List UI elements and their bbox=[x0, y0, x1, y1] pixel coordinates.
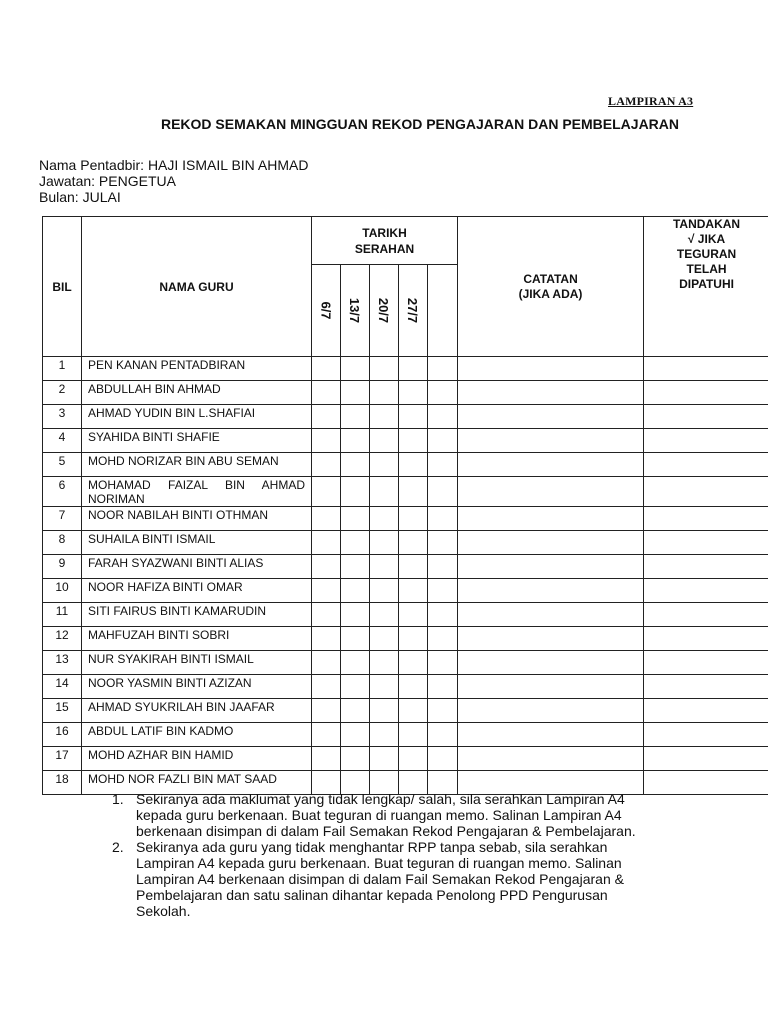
header-catatan-line1: CATATAN bbox=[523, 271, 578, 286]
note-item bbox=[112, 791, 662, 839]
date-check-cell bbox=[399, 627, 428, 651]
date-label: 20/7 bbox=[376, 297, 392, 324]
date-check-cell bbox=[370, 603, 399, 627]
date-check-cell bbox=[312, 627, 341, 651]
tandakan-cell bbox=[644, 507, 768, 531]
note-text: Sekiranya ada maklumat yang tidak lengkap/ salah, sila serahkan Lampiran A4 kepada guru berkenaan. Buat teguran di ruangan memo. Salinan Lampiran A4 berkenaan disimpan di dalam Fail Semakan Rekod Pengajaran & Pembelajaran. bbox=[136, 791, 636, 839]
date-check-cell bbox=[428, 579, 458, 603]
row-bil: 10 bbox=[43, 579, 82, 603]
date-check-cell bbox=[341, 675, 370, 699]
date-column-5 bbox=[428, 265, 458, 357]
date-check-cell bbox=[341, 477, 370, 507]
tandakan-cell bbox=[644, 531, 768, 555]
date-check-cell bbox=[370, 429, 399, 453]
row-nama-guru: SYAHIDA BINTI SHAFIE bbox=[82, 429, 312, 453]
header-nama-guru: NAMA GURU bbox=[82, 217, 312, 357]
date-check-cell bbox=[370, 747, 399, 771]
row-bil: 7 bbox=[43, 507, 82, 531]
catatan-cell bbox=[458, 555, 644, 579]
header-catatan-line2: (JIKA ADA) bbox=[518, 286, 583, 301]
date-check-cell bbox=[399, 531, 428, 555]
date-check-cell bbox=[428, 477, 458, 507]
date-check-cell bbox=[428, 603, 458, 627]
date-label: 13/7 bbox=[347, 297, 363, 324]
date-check-cell bbox=[341, 381, 370, 405]
date-check-cell bbox=[341, 723, 370, 747]
date-check-cell bbox=[428, 627, 458, 651]
date-check-cell bbox=[428, 699, 458, 723]
table-row bbox=[43, 747, 768, 771]
pentadbir-line: Nama Pentadbir: HAJI ISMAIL BIN AHMAD bbox=[39, 157, 309, 173]
row-bil: 8 bbox=[43, 531, 82, 555]
date-check-cell bbox=[399, 651, 428, 675]
table-row bbox=[43, 675, 768, 699]
row-bil: 9 bbox=[43, 555, 82, 579]
tandakan-cell bbox=[644, 429, 768, 453]
row-bil: 17 bbox=[43, 747, 82, 771]
table-row bbox=[43, 477, 768, 507]
date-check-cell bbox=[399, 675, 428, 699]
tandakan-cell bbox=[644, 555, 768, 579]
date-check-cell bbox=[399, 603, 428, 627]
date-check-cell bbox=[312, 675, 341, 699]
date-check-cell bbox=[370, 507, 399, 531]
catatan-cell bbox=[458, 429, 644, 453]
header-tarikh-line2: SERAHAN bbox=[354, 241, 415, 256]
row-nama-guru: NUR SYAKIRAH BINTI ISMAIL bbox=[82, 651, 312, 675]
table-row bbox=[43, 429, 768, 453]
date-check-cell bbox=[428, 723, 458, 747]
table-row bbox=[43, 555, 768, 579]
catatan-cell bbox=[458, 603, 644, 627]
row-bil: 18 bbox=[43, 771, 82, 795]
table-row bbox=[43, 723, 768, 747]
date-check-cell bbox=[399, 723, 428, 747]
date-check-cell bbox=[370, 477, 399, 507]
date-check-cell bbox=[341, 531, 370, 555]
date-check-cell bbox=[399, 453, 428, 477]
row-bil: 15 bbox=[43, 699, 82, 723]
header-bil: BIL bbox=[43, 217, 82, 357]
header-tarikh-line1: TARIKH bbox=[362, 225, 407, 240]
row-bil: 14 bbox=[43, 675, 82, 699]
jawatan-line: Jawatan: PENGETUA bbox=[39, 173, 176, 189]
row-nama-guru: NOOR HAFIZA BINTI OMAR bbox=[82, 579, 312, 603]
catatan-cell bbox=[458, 675, 644, 699]
date-check-cell bbox=[341, 405, 370, 429]
table-row bbox=[43, 381, 768, 405]
catatan-cell bbox=[458, 627, 644, 651]
date-check-cell bbox=[312, 429, 341, 453]
date-check-cell bbox=[341, 507, 370, 531]
bulan-line: Bulan: JULAI bbox=[39, 189, 121, 205]
date-check-cell bbox=[341, 429, 370, 453]
catatan-cell bbox=[458, 381, 644, 405]
header-tandakan bbox=[644, 217, 768, 357]
tandakan-cell bbox=[644, 453, 768, 477]
date-check-cell bbox=[341, 603, 370, 627]
date-check-cell bbox=[370, 555, 399, 579]
row-bil: 3 bbox=[43, 405, 82, 429]
catatan-cell bbox=[458, 405, 644, 429]
date-column-1 bbox=[312, 265, 341, 357]
date-check-cell bbox=[399, 477, 428, 507]
date-check-cell bbox=[399, 699, 428, 723]
catatan-cell bbox=[458, 507, 644, 531]
table-row bbox=[43, 453, 768, 477]
date-column-3 bbox=[370, 265, 399, 357]
date-check-cell bbox=[312, 477, 341, 507]
date-check-cell bbox=[428, 357, 458, 381]
date-check-cell bbox=[399, 579, 428, 603]
date-check-cell bbox=[341, 453, 370, 477]
table-row bbox=[43, 603, 768, 627]
date-check-cell bbox=[399, 747, 428, 771]
tandakan-cell bbox=[644, 651, 768, 675]
table-row bbox=[43, 699, 768, 723]
date-check-cell bbox=[312, 357, 341, 381]
tandakan-cell bbox=[644, 477, 768, 507]
note-item bbox=[112, 839, 662, 919]
row-nama-guru: MAHFUZAH BINTI SOBRI bbox=[82, 627, 312, 651]
tandakan-cell bbox=[644, 771, 768, 795]
date-check-cell bbox=[341, 357, 370, 381]
row-bil: 4 bbox=[43, 429, 82, 453]
date-check-cell bbox=[399, 405, 428, 429]
date-check-cell bbox=[370, 627, 399, 651]
row-bil: 11 bbox=[43, 603, 82, 627]
date-check-cell bbox=[428, 507, 458, 531]
row-nama-guru: MOHD NORIZAR BIN ABU SEMAN bbox=[82, 453, 312, 477]
header-tandakan-line2: √ JIKA bbox=[687, 232, 726, 246]
date-check-cell bbox=[428, 531, 458, 555]
table-row bbox=[43, 507, 768, 531]
catatan-cell bbox=[458, 357, 644, 381]
row-nama-guru: FARAH SYAZWANI BINTI ALIAS bbox=[82, 555, 312, 579]
date-check-cell bbox=[312, 603, 341, 627]
table-row bbox=[43, 651, 768, 675]
header-tandakan-line3: TEGURAN bbox=[676, 247, 737, 261]
note-number: 2. bbox=[112, 839, 124, 855]
date-check-cell bbox=[370, 699, 399, 723]
date-check-cell bbox=[312, 507, 341, 531]
date-check-cell bbox=[428, 651, 458, 675]
date-check-cell bbox=[341, 579, 370, 603]
date-check-cell bbox=[341, 651, 370, 675]
tandakan-cell bbox=[644, 699, 768, 723]
date-check-cell bbox=[428, 453, 458, 477]
tandakan-cell bbox=[644, 603, 768, 627]
date-check-cell bbox=[370, 357, 399, 381]
date-check-cell bbox=[312, 699, 341, 723]
date-column-2 bbox=[341, 265, 370, 357]
tandakan-cell bbox=[644, 675, 768, 699]
table-row bbox=[43, 405, 768, 429]
date-check-cell bbox=[312, 405, 341, 429]
tandakan-cell bbox=[644, 723, 768, 747]
catatan-cell bbox=[458, 723, 644, 747]
date-check-cell bbox=[370, 381, 399, 405]
date-check-cell bbox=[312, 579, 341, 603]
catatan-cell bbox=[458, 579, 644, 603]
catatan-cell bbox=[458, 651, 644, 675]
date-check-cell bbox=[312, 723, 341, 747]
date-check-cell bbox=[428, 675, 458, 699]
table-row bbox=[43, 579, 768, 603]
meta-block bbox=[39, 157, 308, 205]
header-tandakan-line1: TANDAKAN bbox=[672, 217, 741, 231]
header-tandakan-line5: DIPATUHI bbox=[679, 277, 734, 291]
row-nama-guru: NOOR NABILAH BINTI OTHMAN bbox=[82, 507, 312, 531]
date-check-cell bbox=[399, 507, 428, 531]
date-check-cell bbox=[370, 405, 399, 429]
row-bil: 13 bbox=[43, 651, 82, 675]
row-nama-guru: ABDUL LATIF BIN KADMO bbox=[82, 723, 312, 747]
catatan-cell bbox=[458, 453, 644, 477]
tandakan-cell bbox=[644, 357, 768, 381]
row-nama-guru bbox=[82, 477, 312, 507]
date-check-cell bbox=[312, 381, 341, 405]
notes-list bbox=[112, 791, 662, 919]
date-check-cell bbox=[428, 405, 458, 429]
row-bil: 2 bbox=[43, 381, 82, 405]
date-check-cell bbox=[312, 531, 341, 555]
header-tandakan-line4: TELAH bbox=[686, 262, 727, 276]
row-nama-guru: SUHAILA BINTI ISMAIL bbox=[82, 531, 312, 555]
note-number: 1. bbox=[112, 791, 124, 807]
date-check-cell bbox=[370, 675, 399, 699]
lampiran-label: LAMPIRAN A3 bbox=[608, 94, 694, 108]
date-check-cell bbox=[341, 627, 370, 651]
row-bil: 6 bbox=[43, 477, 82, 507]
tandakan-cell bbox=[644, 579, 768, 603]
date-check-cell bbox=[428, 555, 458, 579]
catatan-cell bbox=[458, 531, 644, 555]
row-bil: 1 bbox=[43, 357, 82, 381]
row-nama-guru: MOHD NOR FAZLI BIN MAT SAAD bbox=[82, 771, 312, 795]
date-check-cell bbox=[428, 747, 458, 771]
row-nama-guru: NOOR YASMIN BINTI AZIZAN bbox=[82, 675, 312, 699]
row-nama-guru: AHMAD YUDIN BIN L.SHAFIAI bbox=[82, 405, 312, 429]
table-row bbox=[43, 531, 768, 555]
date-check-cell bbox=[312, 651, 341, 675]
row-nama-guru: PEN KANAN PENTADBIRAN bbox=[82, 357, 312, 381]
date-check-cell bbox=[312, 555, 341, 579]
row-nama-guru: MOHD AZHAR BIN HAMID bbox=[82, 747, 312, 771]
date-column-4 bbox=[399, 265, 428, 357]
row-nama-guru: AHMAD SYUKRILAH BIN JAAFAR bbox=[82, 699, 312, 723]
date-check-cell bbox=[312, 747, 341, 771]
row-bil: 5 bbox=[43, 453, 82, 477]
table-row bbox=[43, 627, 768, 651]
table-row bbox=[43, 357, 768, 381]
date-check-cell bbox=[370, 579, 399, 603]
date-check-cell bbox=[341, 555, 370, 579]
date-check-cell bbox=[428, 429, 458, 453]
catatan-cell bbox=[458, 747, 644, 771]
date-check-cell bbox=[312, 453, 341, 477]
row-nama-guru: SITI FAIRUS BINTI KAMARUDIN bbox=[82, 603, 312, 627]
header-catatan bbox=[458, 217, 644, 357]
semakan-table bbox=[42, 216, 768, 795]
date-label: 27/7 bbox=[405, 297, 421, 324]
tandakan-cell bbox=[644, 747, 768, 771]
table-body bbox=[43, 357, 768, 795]
date-label: 6/7 bbox=[318, 301, 334, 320]
catatan-cell bbox=[458, 699, 644, 723]
document-title: REKOD SEMAKAN MINGGUAN REKOD PENGAJARAN DAN PEMBELAJARAN bbox=[160, 116, 680, 132]
catatan-cell bbox=[458, 477, 644, 507]
note-text: Sekiranya ada guru yang tidak menghantar RPP tanpa sebab, sila serahkan Lampiran A4 kepada guru berkenaan. Buat teguran di ruangan memo. Salinan Lampiran A4 berkenaan disimpan di dalam Fail Semakan Rekod Pengajaran & Pembelajaran dan satu salinan dihantar kepada Penolong PPD Pengurusan Sekolah. bbox=[136, 839, 624, 919]
row-bil: 12 bbox=[43, 627, 82, 651]
date-check-cell bbox=[399, 357, 428, 381]
row-nama-guru: ABDULLAH BIN AHMAD bbox=[82, 381, 312, 405]
tandakan-cell bbox=[644, 405, 768, 429]
date-check-cell bbox=[370, 651, 399, 675]
date-check-cell bbox=[399, 429, 428, 453]
date-check-cell bbox=[370, 531, 399, 555]
header-tarikh-serahan bbox=[312, 217, 458, 265]
row-bil: 16 bbox=[43, 723, 82, 747]
date-check-cell bbox=[428, 381, 458, 405]
row-nama-line1: MOHAMAD FAIZAL BIN AHMAD bbox=[88, 478, 305, 492]
tandakan-cell bbox=[644, 627, 768, 651]
date-check-cell bbox=[341, 699, 370, 723]
date-check-cell bbox=[370, 453, 399, 477]
date-check-cell bbox=[370, 723, 399, 747]
date-check-cell bbox=[399, 381, 428, 405]
tandakan-cell bbox=[644, 381, 768, 405]
date-check-cell bbox=[399, 555, 428, 579]
date-check-cell bbox=[341, 747, 370, 771]
row-nama-line2: NORIMAN bbox=[88, 492, 145, 506]
